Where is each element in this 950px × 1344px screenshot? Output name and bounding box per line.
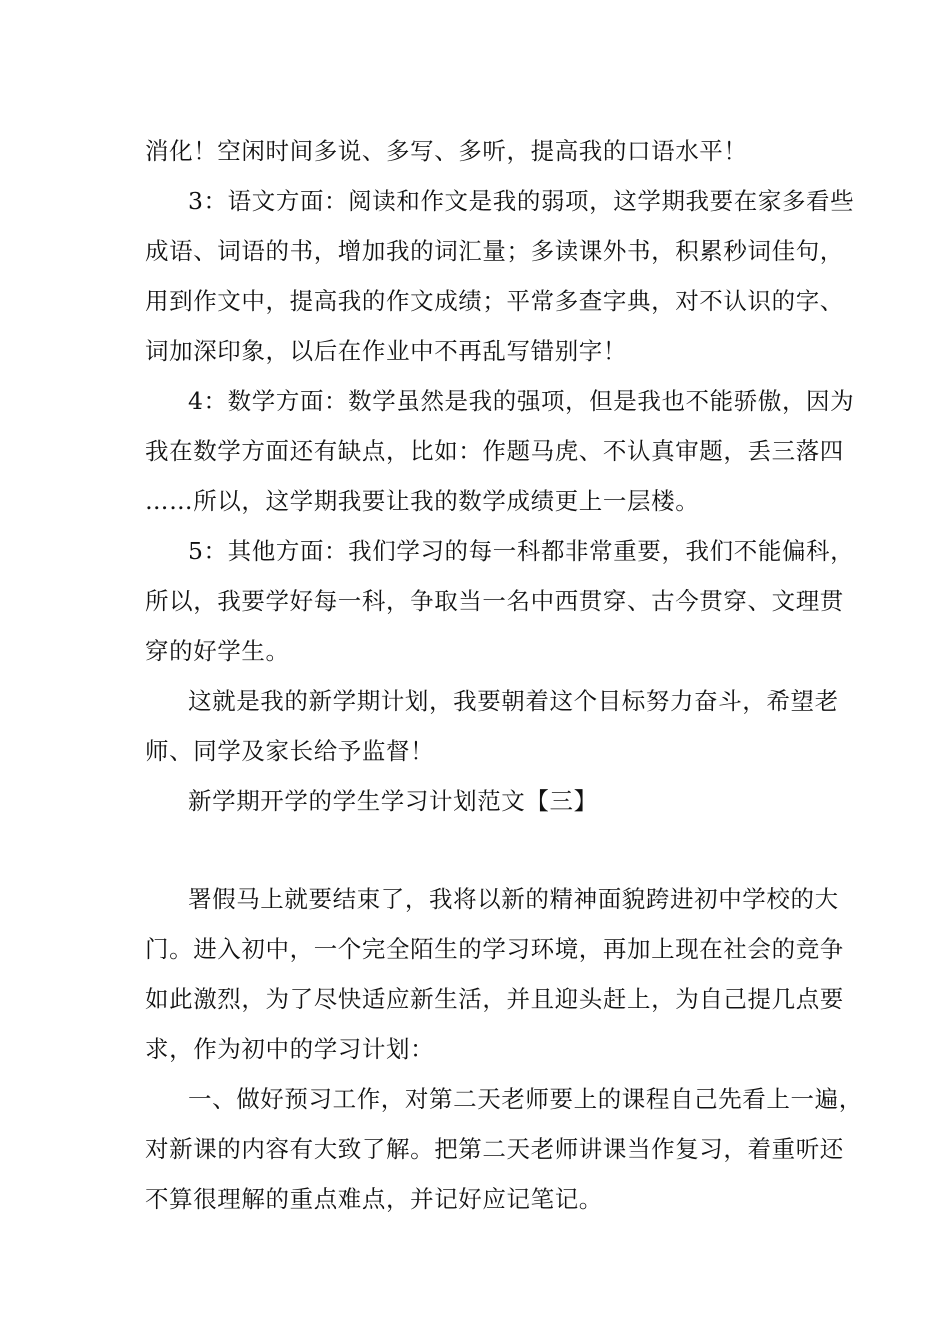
text-line: 署假马上就要结束了，我将以新的精神面貌跨进初中学校的大 [188, 885, 839, 913]
text-line: 这就是我的新学期计划，我要朝着这个目标努力奋斗，希望老 [188, 687, 839, 715]
text-line: 消化！空闲时间多说、多写、多听，提高我的口语水平！ [145, 137, 748, 165]
text-line: 成语、词语的书，增加我的词汇量；多读课外书，积累秒词佳句， [145, 237, 844, 265]
text-line: 如此激烈，为了尽快适应新生活，并且迎头赶上，为自己提几点要 [145, 985, 844, 1013]
text-line: 所以，我要学好每一科，争取当一名中西贯穿、古今贯穿、文理贯 [145, 587, 844, 615]
text-line: 4：数学方面：数学虽然是我的强项，但是我也不能骄傲，因为 [188, 387, 855, 415]
section-heading: 新学期开学的学生学习计划范文【三】 [188, 787, 598, 815]
text-line: 穿的好学生。 [145, 637, 290, 665]
text-line: 5：其他方面：我们学习的每一科都非常重要，我们不能偏科， [188, 537, 855, 565]
text-line: 师、同学及家长给予监督！ [145, 737, 435, 765]
text-line: 我在数学方面还有缺点，比如：作题马虎、不认真审题，丢三落四 [145, 437, 844, 465]
text-line: ……所以，这学期我要让我的数学成绩更上一层楼。 [145, 487, 700, 515]
text-line: 求，作为初中的学习计划： [145, 1035, 435, 1063]
text-line: 不算很理解的重点难点，并记好应记笔记。 [145, 1185, 603, 1213]
text-line: 对新课的内容有大致了解。把第二天老师讲课当作复习，着重听还 [145, 1135, 844, 1163]
text-line: 用到作文中，提高我的作文成绩；平常多查字典，对不认识的字、 [145, 287, 844, 315]
text-line: 词加深印象，以后在作业中不再乱写错别字！ [145, 337, 627, 365]
text-line: 3：语文方面：阅读和作文是我的弱项，这学期我要在家多看些 [188, 187, 855, 215]
text-line: 门。进入初中，一个完全陌生的学习环境，再加上现在社会的竞争 [145, 935, 844, 963]
text-line: 一、做好预习工作，对第二天老师要上的课程自己先看上一遍， [188, 1085, 863, 1113]
